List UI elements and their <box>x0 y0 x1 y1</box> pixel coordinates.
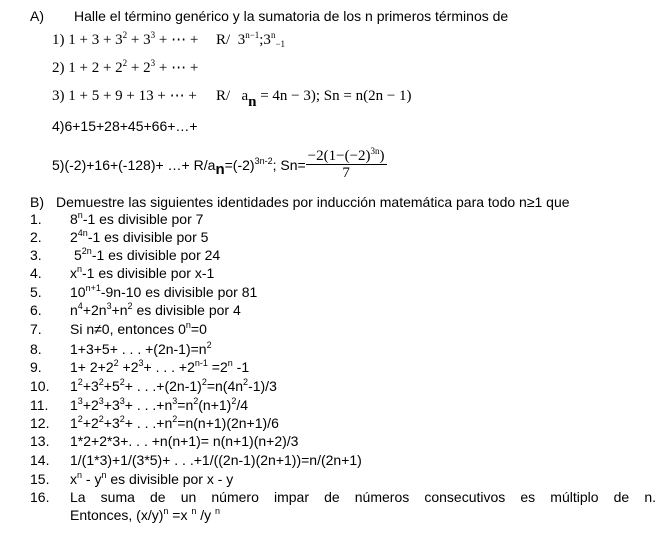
a-item-1 <box>52 32 198 48</box>
a-item-3-num: 3) <box>52 88 65 104</box>
b-item-14-text: 1/(1*3)+1/(3*5)+ . . .+1/((2n-1)(2n+1))=n/(2n+1) <box>70 452 362 468</box>
a-item-4-expr: 6+15+28+45+66+…+ <box>64 118 198 134</box>
a-item-5-fraction: $\frac{-2(1-(-2)^{3n})}{7}$ <box>307 146 385 181</box>
a-item-3-answer-expr: an = 4n − 3) <box>241 88 316 110</box>
b-item-16-text2: Entonces, $(x/y)^n =x$ $^n$ /y $^n$ <box>70 506 221 523</box>
a-item-3-answer-sep: ; Sn = n(2n − 1) <box>315 88 412 104</box>
a-item-4-num: 4) <box>52 118 65 134</box>
a-item-1-answer-label: R/ <box>216 32 231 48</box>
a-item-1-answer <box>216 32 285 48</box>
b-item-10-num: 10. <box>30 378 50 394</box>
a-item-5-answer-expr: $an=(-2)^{3n-2}$; Sn= <box>207 156 306 179</box>
b-item-8-num: 8. <box>30 341 42 357</box>
a-item-5-expr: (-2)+16+(-128)+ …+ <box>64 157 190 174</box>
b-item-13-text: 1*2+2*3+. . . +n(n+1)= n(n+1)(n+2)/3 <box>70 433 299 449</box>
b-item-3-num: 3. <box>30 247 42 263</box>
section-b-heading: Demuestre las siguientes identidades por inducción matemática para todo n≥1 que <box>56 194 570 210</box>
a-item-2 <box>52 60 198 76</box>
a-item-2-expr: $1 + 2 + 2^2 + 2^3$ + ⋯ + <box>68 58 199 76</box>
a-item-5-denominator: 7 <box>342 165 350 181</box>
b-item-8-text: 1+3+5+ . . . $+(2n-1)=n^2$ <box>70 340 212 357</box>
b-item-11-text: $1^3+2^3+3^3+$ . . $.+n^3=n^2(n+1)^2/4$ <box>70 396 249 413</box>
section-a-letter: A) <box>30 8 44 24</box>
a-item-1-expr: $1 + 3 + 3^2 + 3^3$ + ⋯ + <box>68 30 199 48</box>
b-item-4-text: $x^n-1$ es divisible por x-1 <box>70 264 215 281</box>
b-item-7-text: Si n≠0, entonces $0^n=0$ <box>70 320 207 337</box>
a-item-5-answer-label: R/ <box>193 157 208 174</box>
a-item-3 <box>52 88 197 104</box>
section-a-heading: Halle el término genérico y la sumatoria de los n primeros términos de <box>74 8 509 24</box>
b-item-3-text: $5^{2n}-1$ es divisible por 24 <box>74 246 221 263</box>
b-item-9-text: $1+ 2+2^2 +2^3+$ . . . $+2^{n-1} =2^n$ -1 <box>70 358 250 375</box>
b-item-16-text: La suma de un número impar de números consecutivos es múltiplo de n. <box>70 489 656 505</box>
b-item-15-num: 15. <box>30 471 50 487</box>
a-item-3-answer <box>216 88 412 110</box>
b-item-11-num: 11. <box>30 397 49 413</box>
a-item-3-answer-label: R/ <box>216 88 231 104</box>
b-item-6-text: $n^4+2n^3+n^2$ es divisible por 4 <box>70 301 241 318</box>
a-item-1-num: 1) <box>52 32 65 48</box>
a-item-1-answer-expr: $3^{n-1};3^n_{-1}$ <box>237 30 286 49</box>
a-item-3-expr: 1 + 5 + 9 + 13 + ⋯ + <box>68 88 197 104</box>
b-item-14-num: 14. <box>30 452 50 468</box>
b-item-4-num: 4. <box>30 265 42 281</box>
b-item-2-text: $2^{4n}-1$ es divisible por 5 <box>70 228 209 245</box>
b-item-5-num: 5. <box>30 284 42 300</box>
b-item-13-num: 13. <box>30 433 50 449</box>
b-item-1-text: 8$^n$-1 es divisible por 7 <box>70 210 204 227</box>
a-item-5 <box>52 146 387 183</box>
b-item-16-num: 16. <box>30 489 50 505</box>
b-item-12-text: $1^2+2^2+3^2+$ . . $.+n^2=n(n+1)(2n+1)/6$ <box>70 414 279 431</box>
b-item-1-num: 1. <box>30 211 42 227</box>
b-item-10-text: $1^2+3^2+5^2+$ . . $.+(2n-1)^2=n(4n^2-1)/3$ <box>70 377 277 394</box>
section-b-letter: B) <box>30 194 44 210</box>
a-item-2-num: 2) <box>52 60 65 76</box>
a-item-5-num: 5) <box>52 157 65 174</box>
a-item-4 <box>52 118 198 134</box>
b-item-6-num: 6. <box>30 302 42 318</box>
b-item-5-text: $10^{n+1}-9n-10$ es divisible por 81 <box>70 283 258 300</box>
b-item-12-num: 12. <box>30 415 50 431</box>
b-item-7-num: 7. <box>30 321 42 337</box>
b-item-15-text: $x^n - y^n$ es divisible por x - y <box>70 470 234 487</box>
b-item-2-num: 2. <box>30 229 42 245</box>
b-item-9-num: 9. <box>30 359 42 375</box>
